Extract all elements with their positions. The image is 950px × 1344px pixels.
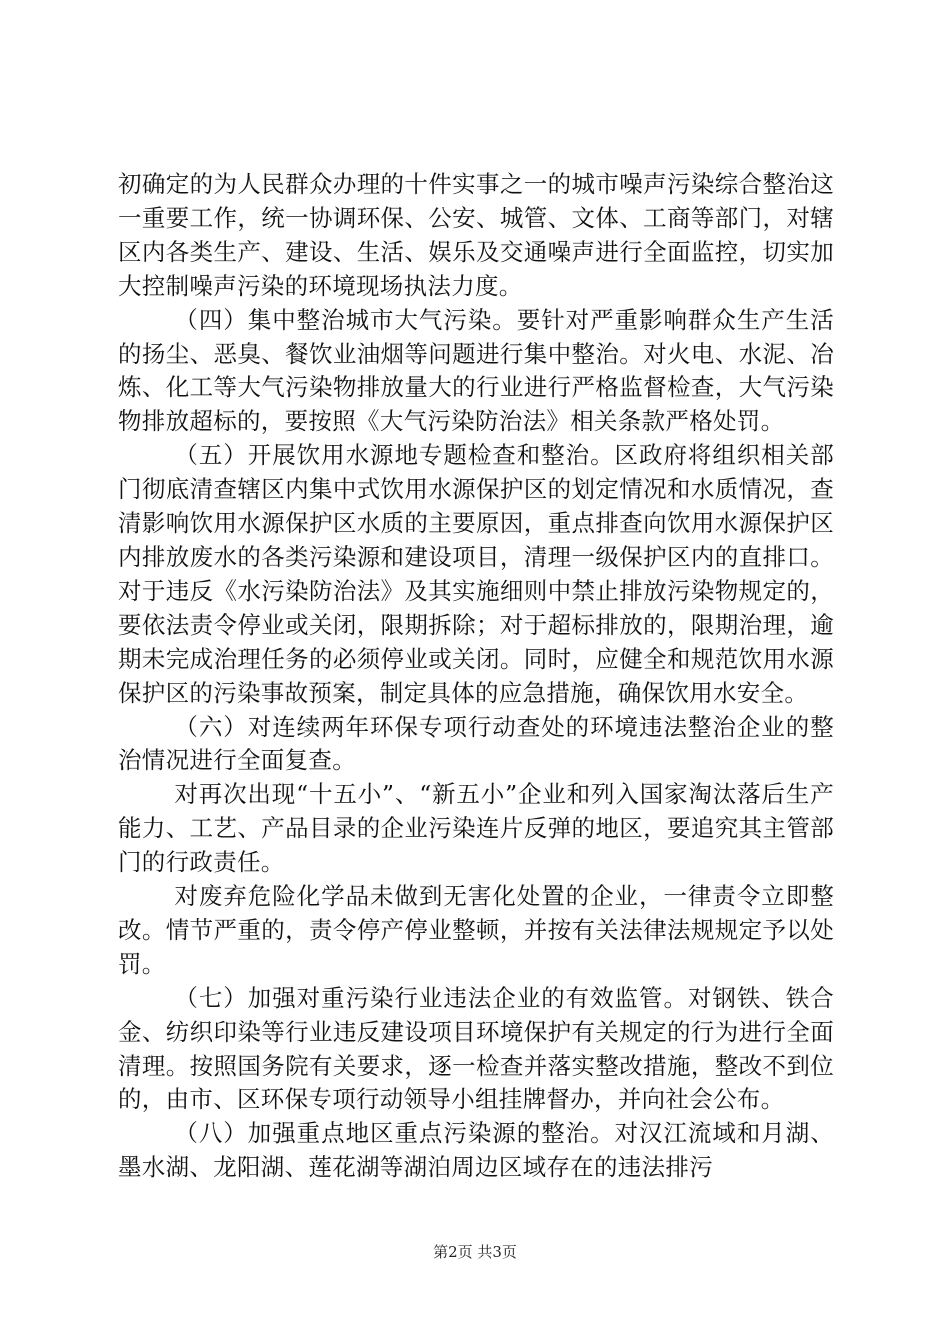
paragraph-section-8-key-areas: （八）加强重点地区重点污染源的整治。对汉江流域和月湖、墨水湖、龙阳湖、莲花湖等湖泊周边区域存在的违法排污 (118, 1119, 834, 1182)
paragraph-section-7-heavy-industry: （七）加强对重污染行业违法企业的有效监管。对钢铁、铁合金、纺织印染等行业违反建设项目环境保护有关规定的行为进行全面清理。按照国务院有关要求，逐一检查并落实整改措施，整改不到位的，由市、区环保专项行动领导小组挂牌督办，并向社会公布。 (118, 983, 834, 1114)
page-number-footer: 第2页 共3页 (433, 1243, 517, 1261)
paragraph-section-4-air-pollution: （四）集中整治城市大气污染。要针对严重影响群众生产生活的扬尘、恶臭、餐饮业油烟等问题进行集中整治。对火电、水泥、冶炼、化工等大气污染物排放量大的行业进行严格监督检查，大气污染物排放超标的，要按照《大气污染防治法》相关条款严格处罚。 (118, 305, 834, 436)
paragraph-noise-control: 初确定的为人民群众办理的十件实事之一的城市噪声污染综合整治这一重要工作，统一协调环保、公安、城管、文体、工商等部门，对辖区内各类生产、建设、生活、娱乐及交通噪声进行全面监控，切实加大控制噪声污染的环境现场执法力度。 (118, 170, 834, 300)
paragraph-section-5-drinking-water: （五）开展饮用水源地专题检查和整治。区政府将组织相关部门彻底清查辖区内集中式饮用水源保护区的划定情况和水质情况，查清影响饮用水源保护区水质的主要原因，重点排查向饮用水源保护区内排放废水的各类污染源和建设项目，清理一级保护区内的直排口。对于违反《水污染防治法》及其实施细则中禁止排放污染物规定的，要依法责令停业或关闭，限期拆除；对于超标排放的，限期治理，逾期未完成治理任务的必须停业或关闭。同时，应健全和规范饮用水源保护区的污染事故预案，制定具体的应急措施，确保饮用水安全。 (118, 441, 834, 707)
paragraph-section-6-review: （六）对连续两年环保专项行动查处的环境违法整治企业的整治情况进行全面复查。 (118, 712, 834, 775)
paragraph-hazardous-chemicals: 对废弃危险化学品未做到无害化处置的企业，一律责令立即整改。情节严重的，责令停产停业整顿，并按有关法律法规规定予以处罚。 (118, 882, 834, 978)
document-body (118, 168, 834, 1185)
paragraph-rebound-accountability: 对再次出现“十五小”、“新五小”企业和列入国家淘汰落后生产能力、工艺、产品目录的企业污染连片反弹的地区，要追究其主管部门的行政责任。 (118, 780, 834, 877)
